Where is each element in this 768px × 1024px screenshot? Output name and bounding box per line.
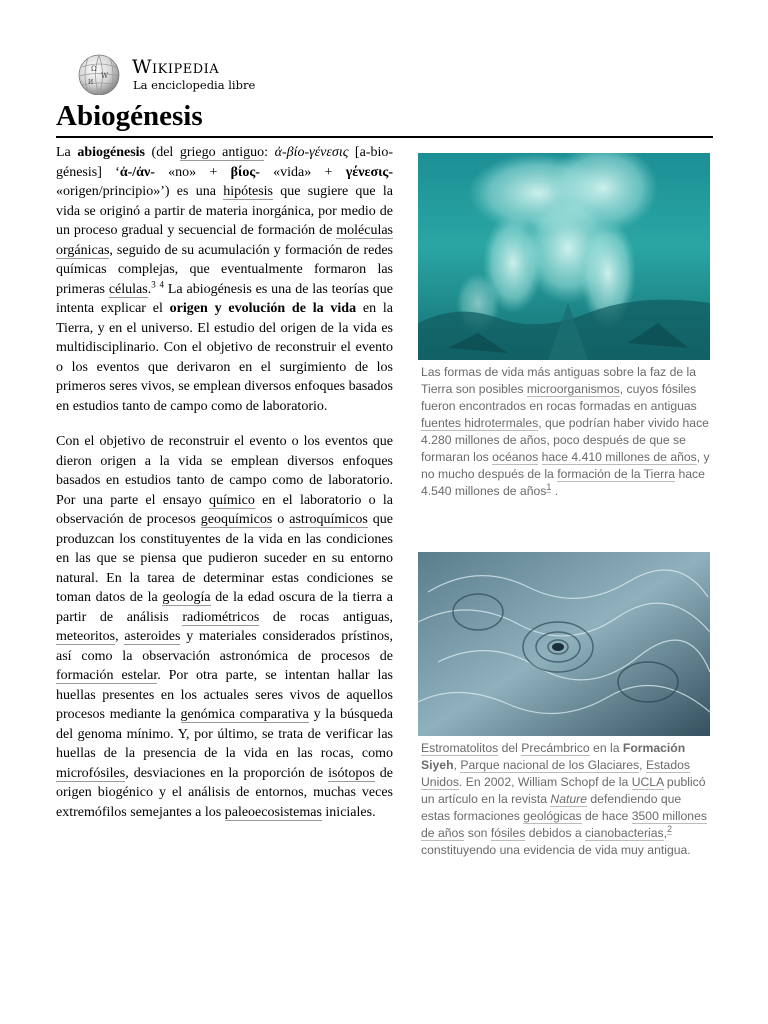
- svg-text:W: W: [101, 72, 109, 80]
- text: . Por otra parte, se intentan hallar las huellas presentes en los actuales seres vivos de aquellos procesos mediante la: [56, 668, 394, 722]
- stromatolite-photo[interactable]: [418, 552, 710, 736]
- link-genomica-comparativa[interactable]: genómica comparativa: [180, 707, 309, 722]
- wikipedia-logo[interactable]: [74, 53, 274, 95]
- text: en el laboratorio o la observación de procesos: [56, 492, 394, 527]
- link-astroquimicos[interactable]: astroquímicos: [289, 512, 368, 527]
- text: de hace: [581, 809, 632, 823]
- text: de rocas antiguas,: [259, 609, 393, 625]
- wikipedia-tagline: La enciclopedia libre: [133, 78, 256, 92]
- text: ,: [115, 629, 125, 644]
- link-fosiles[interactable]: fósiles: [490, 826, 526, 840]
- text: .: [551, 484, 559, 498]
- link-parque-glaciares[interactable]: Parque nacional de los Glaciares: [460, 758, 640, 772]
- link-geologicas[interactable]: geológicas: [523, 809, 582, 823]
- link-isotopos[interactable]: isótopos: [328, 765, 375, 781]
- reference-1[interactable]: 1: [546, 481, 552, 492]
- link-3500-millones[interactable]: 3500 millones de años: [421, 809, 707, 840]
- text: .: [147, 281, 152, 297]
- link-paleoecosistemas[interactable]: paleoecosistemas: [224, 804, 322, 820]
- text: que sugiere que la vida se originó a partir de materia inorgánica, por medio de un proceso gradual y secuencial de formación de: [56, 184, 393, 238]
- text: , seguido de su acumulación y formación de redes químicas complejas, que eventualmente formaron las primeras: [56, 242, 393, 297]
- title-divider: [56, 136, 713, 138]
- link-celulas[interactable]: células: [108, 281, 148, 297]
- link-nature[interactable]: Nature: [550, 792, 587, 806]
- text: publicó un artículo en la revista: [421, 775, 706, 806]
- link-formacion-tierra[interactable]: formación de la Tierra: [557, 467, 676, 481]
- text: , que podrían haber vivido hace 4.280 millones de años, poco después de que se formaran los: [421, 416, 709, 464]
- link-microfosiles[interactable]: microfósiles: [56, 765, 126, 781]
- text: , desviaciones en la proporción de: [125, 765, 329, 781]
- article-body: [56, 143, 393, 838]
- body-paragraph: [56, 432, 393, 822]
- text: [a-bio-génesis] ‘: [56, 145, 394, 180]
- text: ,: [663, 826, 667, 840]
- greek-root: γένεσις-: [345, 164, 393, 180]
- reference-2[interactable]: 2: [666, 823, 672, 834]
- text: , cuyos fósiles fueron encontrados en rocas formadas en antiguas: [421, 382, 697, 413]
- text: o: [272, 512, 290, 527]
- link-oceanos[interactable]: océanos: [492, 450, 539, 464]
- text: :: [264, 145, 275, 160]
- reference-4[interactable]: 4: [159, 278, 165, 289]
- link-cianobacterias[interactable]: cianobacterias: [585, 826, 664, 840]
- text: , y no mucho después de la: [421, 450, 710, 481]
- text: defendiendo que estas formaciones: [421, 792, 682, 823]
- figure-hydrothermal-vents: [418, 153, 710, 500]
- link-griego-antiguo[interactable]: griego antiguo: [179, 145, 265, 160]
- svg-text:И: И: [88, 79, 94, 86]
- link-hipotesis[interactable]: hipótesis: [223, 184, 273, 199]
- text: «origen/principio»’) es una: [56, 184, 224, 199]
- link-formacion-estelar[interactable]: formación estelar: [56, 668, 158, 683]
- text: La abiogénesis es una de las teorías que intenta explicar el: [56, 281, 394, 316]
- text: ,: [639, 758, 646, 772]
- wikipedia-wordmark: Wikipedia: [132, 56, 220, 78]
- text: «vida» +: [259, 164, 346, 180]
- link-fuentes-hidrotermales[interactable]: fuentes hidrotermales: [421, 416, 539, 430]
- hydrothermal-vent-photo[interactable]: [418, 153, 710, 360]
- text: y materiales considerados prístinos, así como la observación astronómica de procesos de: [56, 629, 393, 664]
- link-estados-unidos[interactable]: Estados Unidos: [421, 758, 690, 789]
- text: de la edad oscura de la tierra a partir de análisis: [56, 590, 393, 625]
- link-precambrico[interactable]: Precámbrico: [521, 741, 590, 755]
- figure-stromatolites: [418, 552, 710, 859]
- link-geoquimicos[interactable]: geoquímicos: [200, 512, 273, 527]
- text: Las formas de vida más antiguas sobre la faz de la Tierra son posibles: [421, 365, 697, 396]
- intro-paragraph: [56, 143, 393, 416]
- text: La: [56, 145, 78, 160]
- text: que produzcan los constituyentes de la vida en las condiciones en las que se piensa que pudieron suceder en su entorno natural. En la tarea de determinar estas condiciones se toman datos de la: [56, 512, 394, 605]
- greek-term: ἀ-βίο-γένεσις: [274, 145, 349, 160]
- link-estromatolitos[interactable]: Estromatolitos: [421, 741, 499, 755]
- text: en la Tierra, y en el universo. El estudio del origen de la vida es multidisciplinario. Con el objetivo de reconstruir el evento o los eventos que derivaron en el surgimiento de los primeros seres vivos, se emplean diversos enfoques basados en estudios tanto de campo como de laboratorio.: [56, 301, 393, 414]
- greek-root: βίος-: [230, 164, 260, 180]
- figure-caption: [418, 740, 710, 859]
- formation-name: Formación Siyeh: [421, 741, 686, 772]
- link-meteoritos[interactable]: meteoritos: [56, 629, 116, 644]
- link-hace-4410[interactable]: hace 4.410 millones de años: [541, 450, 697, 464]
- svg-text:Ω: Ω: [91, 65, 97, 73]
- text: ,: [453, 758, 461, 772]
- page-title: Abiogénesis: [56, 100, 203, 132]
- greek-root: ἀ-/ἀν-: [119, 164, 155, 180]
- text: son: [464, 826, 491, 840]
- text: debidos a: [525, 826, 585, 840]
- term-bold: origen y evolución de la vida: [169, 301, 357, 316]
- wikipedia-globe-icon: [74, 53, 124, 95]
- text: «no» +: [154, 164, 231, 180]
- link-moleculas-organicas[interactable]: moléculas orgánicas: [56, 223, 393, 258]
- link-quimico[interactable]: químico: [208, 492, 255, 508]
- link-radiometricos[interactable]: radiométricos: [182, 609, 260, 625]
- text: en la: [589, 741, 623, 755]
- reference-3[interactable]: 3: [151, 278, 156, 289]
- text: Con el objetivo de reconstruir el evento o los eventos que dieron origen a la vida se emplean diversos enfoques basados en estudios tanto de campo como de laboratorio. Por una parte el ensayo: [56, 434, 393, 508]
- text: del: [498, 741, 522, 755]
- text: constituyendo una evidencia de vida muy antigua.: [421, 843, 691, 857]
- figure-caption: [418, 364, 710, 500]
- link-ucla[interactable]: UCLA: [631, 775, 664, 789]
- link-microorganismos[interactable]: microorganismos: [526, 382, 620, 396]
- link-geologia[interactable]: geología: [162, 590, 211, 605]
- link-asteroides[interactable]: asteroides: [124, 629, 181, 644]
- text: (del: [145, 145, 180, 160]
- text: iniciales.: [321, 804, 376, 820]
- text: de origen biogénico y el análisis de entornos, muchas veces extremófilos semejantes a los: [56, 765, 393, 820]
- text: . En 2002, William Schopf de la: [458, 775, 632, 789]
- text: y la búsqueda del genoma mínimo. Y, por último, se trata de verificar las huellas de la presencia de la vida en las rocas, como: [56, 707, 393, 761]
- term-bold: abiogénesis: [77, 145, 145, 160]
- text: hace 4.540 millones de años: [421, 467, 705, 498]
